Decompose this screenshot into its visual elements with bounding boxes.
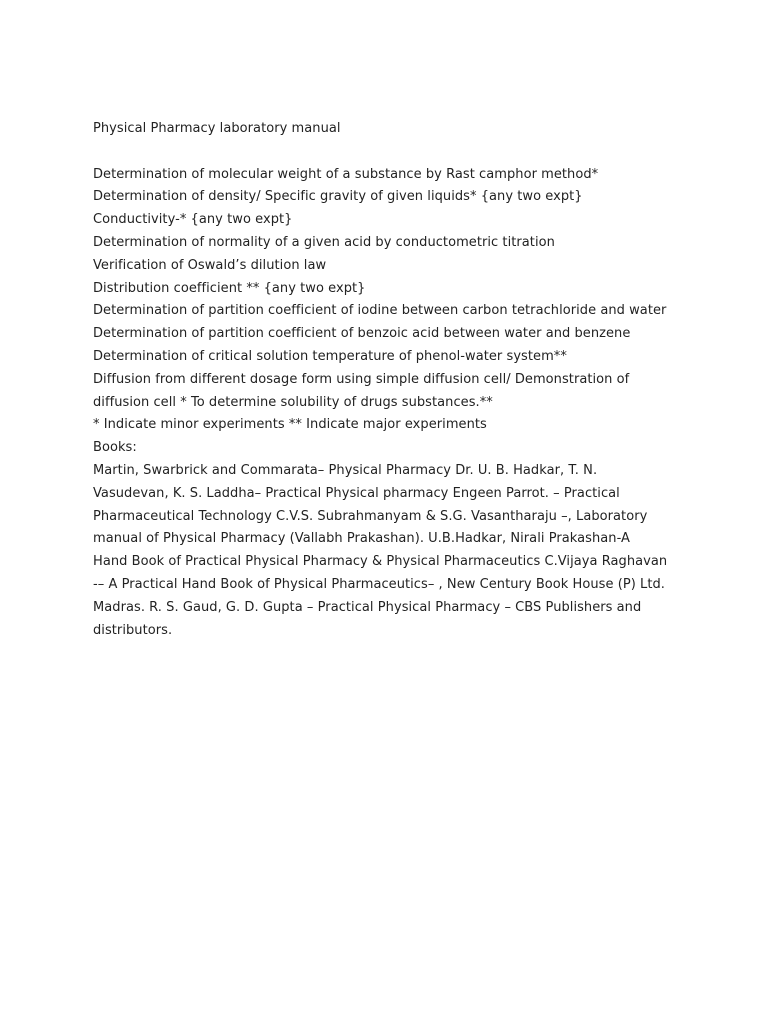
experiment-line-partition-coefficient: Determination of partition coefficient of iodine between carbon tetrachloride and water Determination of partition coefficient of benzoic acid between water and benzene [93, 303, 667, 342]
books-list: Martin, Swarbrick and Commarata– Physical Pharmacy Dr. U. B. Hadkar, T. N. Vasudevan, K. S. Laddha– Practical Physical pharmacy Engeen Parrot. – Practical Pharmaceutical Technology C.V.S. Subrahmanyam & S.G. Vasantharaju –, Laboratory manual of Physical Pharmacy (Vallabh Prakashan). U.B.Hadkar, Nirali Prakashan-A Hand Book of Practical Physical Pharmacy & Physical Pharmaceutics C.Vijaya Raghavan -– A Practical Hand Book of Physical Pharmaceutics– , New Century Book House (P) Ltd. Madras. R. S. Gaud, G. D. Gupta – Practical Physical Pharmacy – CBS Publishers and distributors. [93, 462, 668, 638]
experiment-line-diffusion: Diffusion from different dosage form using simple diffusion cell/ Demonstration of diffusion cell * To determine solubility of drugs substances.** [93, 371, 630, 410]
experiment-line-critical-solution-temperature: Determination of critical solution temperature of phenol-water system** [93, 348, 567, 364]
legend-line: * Indicate minor experiments ** Indicate major experiments [93, 417, 487, 433]
experiment-line-density: Determination of density/ Specific gravity of given liquids* {any two expt} [93, 189, 583, 205]
document-body [93, 118, 668, 642]
document-title: Physical Pharmacy laboratory manual [93, 121, 341, 136]
experiment-line-distribution-coefficient: Distribution coefficient ** {any two expt} [93, 280, 366, 296]
experiment-line-rast-camphor: Determination of molecular weight of a substance by Rast camphor method* [93, 166, 599, 182]
books-heading: Books: [93, 440, 137, 456]
experiment-line-conductivity: Conductivity-* {any two expt} [93, 212, 293, 228]
experiment-line-dilution-law: Verification of Oswald’s dilution law [93, 257, 327, 273]
experiment-line-normality: Determination of normality of a given acid by conductometric titration [93, 234, 555, 250]
